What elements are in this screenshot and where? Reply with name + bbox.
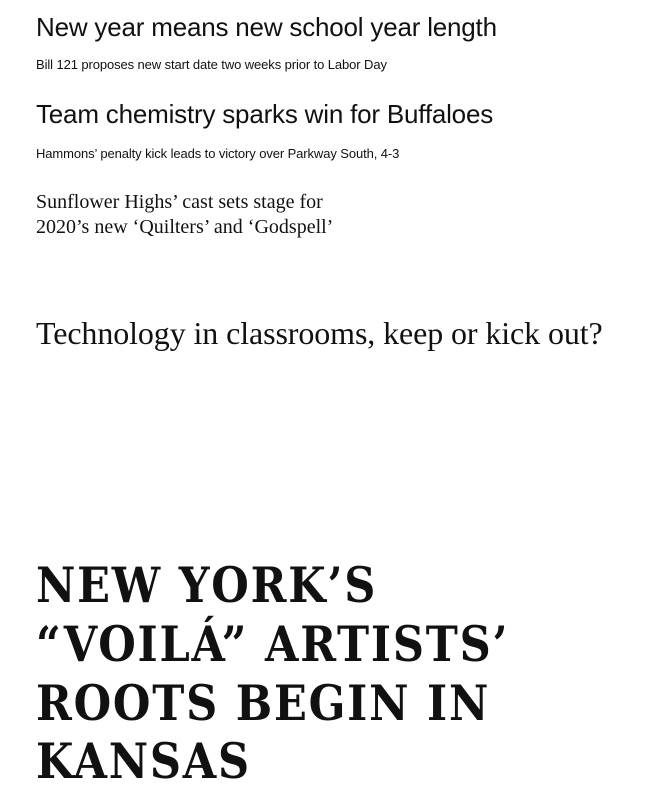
voila-headline-line-2: “VOILÁ” ARTISTS’ [36, 614, 510, 673]
technology-headline: Technology in classrooms, keep or kick out? [36, 315, 603, 351]
school-year-subheadline: Bill 121 proposes new start date two weeks prior to Labor Day [36, 57, 387, 72]
school-year-headline: New year means new school year length [36, 12, 497, 42]
sunflower-headline-line-2: 2020’s new ‘Quilters’ and ‘Godspell’ [36, 216, 334, 238]
voila-headline-line-4: KANSAS [36, 732, 251, 791]
buffaloes-subheadline: Hammons’ penalty kick leads to victory over Parkway South, 4-3 [36, 146, 400, 161]
sunflower-headline-line-1: Sunflower Highs’ cast sets stage for [36, 191, 323, 213]
voila-headline-line-1: NEW YORK’S [36, 556, 378, 614]
voila-artists-headline [36, 556, 509, 791]
buffaloes-headline: Team chemistry sparks win for Buffaloes [36, 99, 494, 129]
voila-headline-line-3: ROOTS BEGIN IN [36, 673, 491, 732]
sunflower-headline [36, 190, 333, 240]
